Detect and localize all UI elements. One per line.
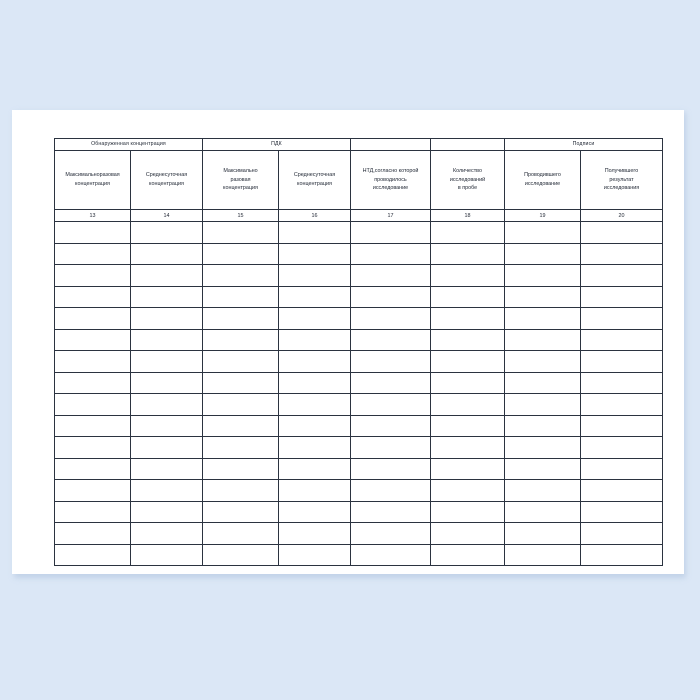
table-cell[interactable] bbox=[431, 222, 505, 244]
table-cell[interactable] bbox=[431, 243, 505, 265]
table-cell[interactable] bbox=[279, 437, 351, 459]
table-cell[interactable] bbox=[351, 523, 431, 545]
column-header-16-line-1: Среднесуточная bbox=[293, 172, 336, 179]
table-cell[interactable] bbox=[279, 351, 351, 373]
table-cell[interactable] bbox=[131, 329, 203, 351]
table-row[interactable] bbox=[55, 372, 663, 394]
table-cell[interactable] bbox=[581, 351, 663, 373]
table-cell[interactable] bbox=[505, 501, 581, 523]
table-cell[interactable] bbox=[203, 243, 279, 265]
table-row[interactable] bbox=[55, 351, 663, 373]
table-cell[interactable] bbox=[203, 544, 279, 566]
table-cell[interactable] bbox=[131, 394, 203, 416]
table-cell[interactable] bbox=[279, 286, 351, 308]
table-cell[interactable] bbox=[581, 458, 663, 480]
table-cell[interactable] bbox=[55, 222, 131, 244]
table-head bbox=[55, 139, 663, 222]
column-header-13 bbox=[55, 151, 131, 210]
table-cell[interactable] bbox=[279, 501, 351, 523]
column-header-16 bbox=[279, 151, 351, 210]
table-body bbox=[55, 222, 663, 566]
table-cell[interactable] bbox=[55, 372, 131, 394]
table-cell[interactable] bbox=[279, 458, 351, 480]
table-row[interactable] bbox=[55, 437, 663, 459]
table-cell[interactable] bbox=[431, 286, 505, 308]
table-cell[interactable] bbox=[131, 458, 203, 480]
table-cell[interactable] bbox=[131, 243, 203, 265]
column-header-16-line-2: концентрация bbox=[297, 181, 332, 187]
table-cell[interactable] bbox=[431, 265, 505, 287]
column-header-15-line-2: разовая bbox=[230, 176, 251, 183]
column-header-19-line-2: исследование bbox=[524, 181, 561, 187]
table-cell[interactable] bbox=[55, 286, 131, 308]
table-cell[interactable] bbox=[581, 329, 663, 351]
table-cell[interactable] bbox=[351, 458, 431, 480]
column-header-20-line-3: исследования bbox=[603, 185, 640, 192]
table-cell[interactable] bbox=[131, 222, 203, 244]
table-cell[interactable] bbox=[131, 523, 203, 545]
table-cell[interactable] bbox=[203, 329, 279, 351]
table-cell[interactable] bbox=[203, 501, 279, 523]
table-cell[interactable] bbox=[351, 415, 431, 437]
column-header-18-line-3: в пробе bbox=[457, 185, 478, 192]
group-header-row bbox=[55, 139, 663, 151]
column-header-14-line-1: Среднесуточная bbox=[145, 172, 188, 179]
table-cell[interactable] bbox=[581, 523, 663, 545]
table-cell[interactable] bbox=[351, 437, 431, 459]
table-cell[interactable] bbox=[279, 243, 351, 265]
table-cell[interactable] bbox=[431, 308, 505, 330]
table-row[interactable] bbox=[55, 222, 663, 244]
table-cell[interactable] bbox=[431, 480, 505, 502]
column-number-20: 20 bbox=[581, 210, 663, 222]
table-cell[interactable] bbox=[505, 372, 581, 394]
table-row[interactable] bbox=[55, 329, 663, 351]
table-cell[interactable] bbox=[203, 458, 279, 480]
table-row[interactable] bbox=[55, 308, 663, 330]
table-cell[interactable] bbox=[55, 415, 131, 437]
table-cell[interactable] bbox=[431, 351, 505, 373]
column-header-20-line-2: результат bbox=[609, 176, 634, 183]
table-cell[interactable] bbox=[131, 501, 203, 523]
table-cell[interactable] bbox=[279, 544, 351, 566]
table-cell[interactable] bbox=[505, 351, 581, 373]
table-cell[interactable] bbox=[351, 501, 431, 523]
table-row[interactable] bbox=[55, 501, 663, 523]
records-table bbox=[54, 138, 663, 566]
table-cell[interactable] bbox=[505, 437, 581, 459]
table-row[interactable] bbox=[55, 415, 663, 437]
table-cell[interactable] bbox=[351, 222, 431, 244]
table-cell[interactable] bbox=[279, 308, 351, 330]
table-cell[interactable] bbox=[431, 372, 505, 394]
table-row[interactable] bbox=[55, 243, 663, 265]
table-cell[interactable] bbox=[505, 265, 581, 287]
table-cell[interactable] bbox=[505, 394, 581, 416]
table-cell[interactable] bbox=[131, 415, 203, 437]
column-number-13: 13 bbox=[55, 210, 131, 222]
table-cell[interactable] bbox=[505, 415, 581, 437]
column-header-13-line-1: Максимальноразовая bbox=[65, 172, 120, 179]
column-header-17-line-3: исследование bbox=[372, 185, 409, 192]
column-number-14: 14 bbox=[131, 210, 203, 222]
table-cell[interactable] bbox=[55, 394, 131, 416]
table-cell[interactable] bbox=[351, 544, 431, 566]
table-cell[interactable] bbox=[505, 243, 581, 265]
table-cell[interactable] bbox=[279, 265, 351, 287]
table-cell[interactable] bbox=[431, 394, 505, 416]
table-cell[interactable] bbox=[55, 523, 131, 545]
table-cell[interactable] bbox=[581, 394, 663, 416]
table-cell[interactable] bbox=[505, 480, 581, 502]
table-cell[interactable] bbox=[279, 523, 351, 545]
column-header-20-line-1: Получившего bbox=[604, 167, 639, 174]
column-number-row bbox=[55, 210, 663, 222]
table-cell[interactable] bbox=[55, 437, 131, 459]
column-header-19 bbox=[505, 151, 581, 210]
table-cell[interactable] bbox=[203, 394, 279, 416]
table-cell[interactable] bbox=[431, 523, 505, 545]
table-cell[interactable] bbox=[581, 222, 663, 244]
column-header-15 bbox=[203, 151, 279, 210]
table-cell[interactable] bbox=[581, 308, 663, 330]
column-header-15-line-3: концентрация bbox=[223, 185, 258, 192]
table-cell[interactable] bbox=[55, 351, 131, 373]
table-cell[interactable] bbox=[351, 351, 431, 373]
table-cell[interactable] bbox=[351, 308, 431, 330]
table-cell[interactable] bbox=[431, 415, 505, 437]
table-cell[interactable] bbox=[131, 351, 203, 373]
table-cell[interactable] bbox=[351, 394, 431, 416]
group-header-blank-1 bbox=[351, 139, 431, 151]
column-number-18: 18 bbox=[431, 210, 505, 222]
table-cell[interactable] bbox=[505, 286, 581, 308]
table-cell[interactable] bbox=[203, 372, 279, 394]
table-cell[interactable] bbox=[131, 286, 203, 308]
table-cell[interactable] bbox=[581, 501, 663, 523]
column-number-19: 19 bbox=[505, 210, 581, 222]
table-cell[interactable] bbox=[505, 458, 581, 480]
table-cell[interactable] bbox=[55, 243, 131, 265]
group-header-detected-concentration: Обнаруженная концентрация bbox=[55, 139, 203, 151]
table-cell[interactable] bbox=[431, 437, 505, 459]
table-row[interactable] bbox=[55, 394, 663, 416]
table-cell[interactable] bbox=[203, 480, 279, 502]
table-row[interactable] bbox=[55, 265, 663, 287]
table-cell[interactable] bbox=[351, 480, 431, 502]
table-cell[interactable] bbox=[505, 308, 581, 330]
group-header-blank-2 bbox=[431, 139, 505, 151]
table-cell[interactable] bbox=[581, 286, 663, 308]
table-cell[interactable] bbox=[351, 243, 431, 265]
table-cell[interactable] bbox=[351, 286, 431, 308]
column-header-18 bbox=[431, 151, 505, 210]
column-header-17 bbox=[351, 151, 431, 210]
table-cell[interactable] bbox=[581, 544, 663, 566]
table-cell[interactable] bbox=[581, 480, 663, 502]
table-cell[interactable] bbox=[581, 243, 663, 265]
table-cell[interactable] bbox=[581, 415, 663, 437]
column-number-17: 17 bbox=[351, 210, 431, 222]
column-number-15: 15 bbox=[203, 210, 279, 222]
table-cell[interactable] bbox=[131, 480, 203, 502]
table-cell[interactable] bbox=[279, 415, 351, 437]
table-cell[interactable] bbox=[505, 523, 581, 545]
table-cell[interactable] bbox=[203, 437, 279, 459]
table-cell[interactable] bbox=[203, 523, 279, 545]
column-header-19-line-1: Проводившего bbox=[524, 172, 561, 179]
table-cell[interactable] bbox=[131, 544, 203, 566]
table-row[interactable] bbox=[55, 286, 663, 308]
column-header-14 bbox=[131, 151, 203, 210]
column-header-18-line-2: исследований bbox=[449, 176, 486, 183]
table-cell[interactable] bbox=[203, 351, 279, 373]
table-cell[interactable] bbox=[279, 222, 351, 244]
table-cell[interactable] bbox=[55, 458, 131, 480]
table-cell[interactable] bbox=[431, 501, 505, 523]
table-cell[interactable] bbox=[203, 222, 279, 244]
table-cell[interactable] bbox=[581, 265, 663, 287]
table-cell[interactable] bbox=[279, 329, 351, 351]
table-row[interactable] bbox=[55, 523, 663, 545]
table-cell[interactable] bbox=[581, 372, 663, 394]
table-cell[interactable] bbox=[131, 437, 203, 459]
table-cell[interactable] bbox=[203, 308, 279, 330]
table-cell[interactable] bbox=[505, 544, 581, 566]
table-sheet bbox=[54, 138, 662, 548]
table-cell[interactable] bbox=[351, 329, 431, 351]
column-header-14-line-2: концентрация bbox=[149, 181, 184, 187]
table-row[interactable] bbox=[55, 458, 663, 480]
group-header-signatures: Подписи bbox=[505, 139, 663, 151]
table-cell[interactable] bbox=[55, 329, 131, 351]
table-cell[interactable] bbox=[581, 437, 663, 459]
table-cell[interactable] bbox=[431, 458, 505, 480]
table-cell[interactable] bbox=[351, 265, 431, 287]
column-header-13-line-2: концентрация bbox=[75, 181, 110, 187]
table-cell[interactable] bbox=[55, 501, 131, 523]
table-cell[interactable] bbox=[131, 372, 203, 394]
column-header-18-line-1: Количество bbox=[453, 167, 482, 174]
column-header-15-line-1: Максимально bbox=[223, 167, 258, 174]
document-page bbox=[12, 110, 684, 574]
table-cell[interactable] bbox=[55, 265, 131, 287]
table-cell[interactable] bbox=[279, 372, 351, 394]
table-cell[interactable] bbox=[203, 286, 279, 308]
group-header-pdk: ПДК bbox=[203, 139, 351, 151]
column-header-row bbox=[55, 151, 663, 210]
table-row[interactable] bbox=[55, 544, 663, 566]
table-cell[interactable] bbox=[351, 372, 431, 394]
table-cell[interactable] bbox=[55, 544, 131, 566]
table-row[interactable] bbox=[55, 480, 663, 502]
table-cell[interactable] bbox=[279, 480, 351, 502]
table-cell[interactable] bbox=[279, 394, 351, 416]
column-number-16: 16 bbox=[279, 210, 351, 222]
table-cell[interactable] bbox=[131, 265, 203, 287]
column-header-17-line-2: проводилось bbox=[374, 176, 407, 183]
table-cell[interactable] bbox=[505, 329, 581, 351]
table-cell[interactable] bbox=[431, 544, 505, 566]
column-header-17-line-1: НТД,согласно которой bbox=[362, 167, 419, 174]
table-cell[interactable] bbox=[203, 265, 279, 287]
table-cell[interactable] bbox=[203, 415, 279, 437]
table-cell[interactable] bbox=[131, 308, 203, 330]
column-header-20 bbox=[581, 151, 663, 210]
table-cell[interactable] bbox=[505, 222, 581, 244]
table-cell[interactable] bbox=[431, 329, 505, 351]
table-cell[interactable] bbox=[55, 308, 131, 330]
table-cell[interactable] bbox=[55, 480, 131, 502]
